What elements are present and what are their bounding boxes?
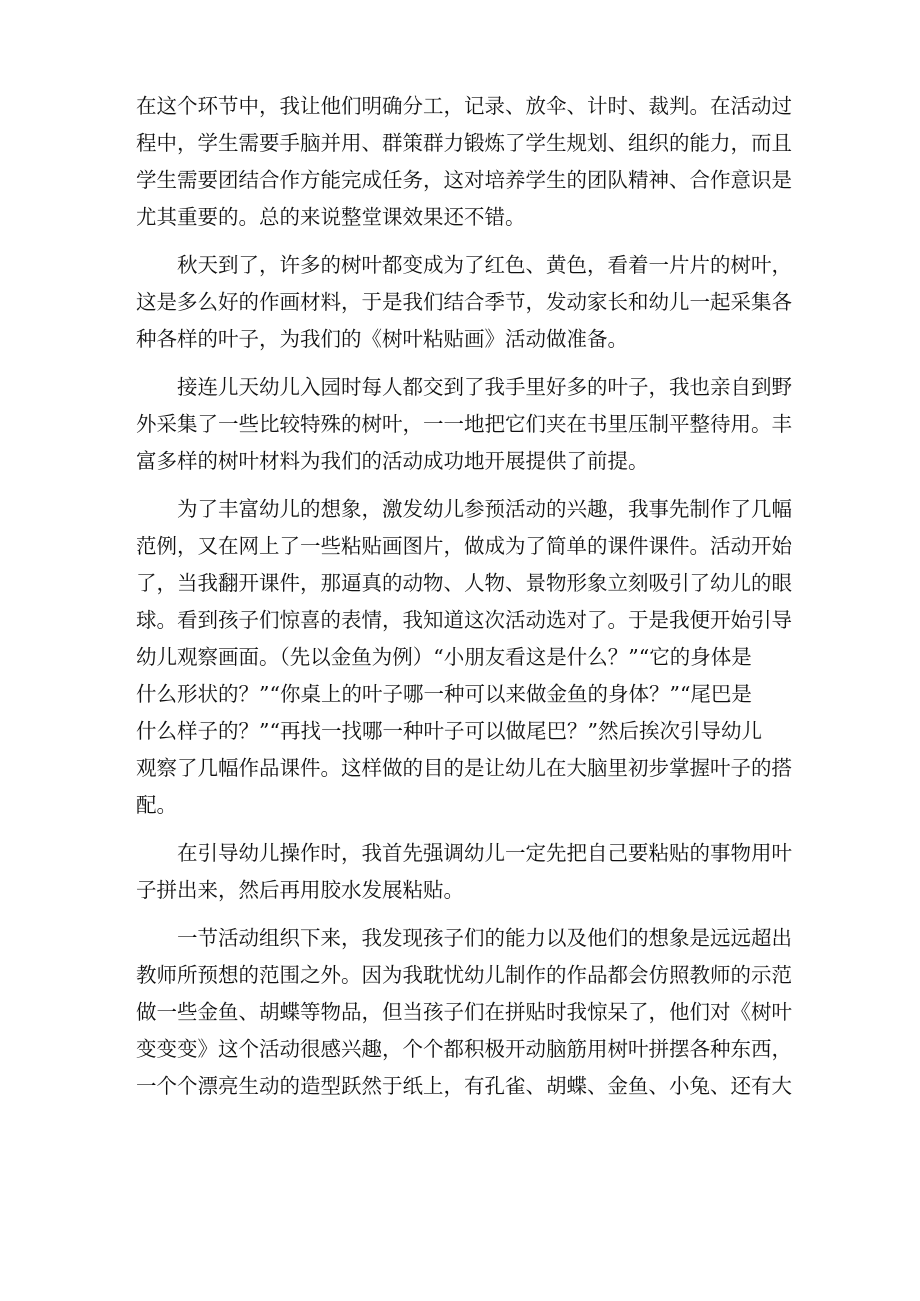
text-line: 程中，学生需要手脑并用、群策群力锻炼了学生规划、组织的能力，而且 (136, 131, 792, 155)
text-line: 接连儿天幼儿入园时每人都交到了我手里好多的叶子，我也亲自到野 (177, 375, 792, 399)
text-line: 在引导幼儿操作时，我首先强调幼儿一定先把自己要粘贴的事物用叶 (177, 841, 792, 865)
text-line: 配。 (136, 793, 177, 817)
paragraph (136, 835, 796, 909)
text-line: 种各样的叶子，为我们的《树叶粘贴画》活动做准备。 (136, 327, 628, 351)
text-line: 尤其重要的。总的来说整堂课效果还不错。 (136, 205, 526, 229)
text-line: 范例，又在网上了一些粘贴画图片，做成为了简单的课件课件。活动开始 (136, 534, 792, 558)
text-line: 球。看到孩子们惊喜的表情，我知道这次活动选对了。于是我便开始引导 (136, 608, 792, 632)
text-line: 一个个漂亮生动的造型跃然于纸上，有孔雀、胡蝶、金鱼、小兔、还有大 (136, 1074, 792, 1098)
text-line: 了，当我翻开课件，那逼真的动物、人物、景物形象立刻吸引了幼儿的眼 (136, 571, 792, 595)
text-line: 变变变》这个活动很感兴趣，个个都积极开动脑筋用树叶拼摆各种东西， (136, 1037, 792, 1061)
paragraph (136, 491, 796, 824)
text-line: 幼儿观察画面。（先以金鱼为例）“小朋友看这是什么？”“它的身体是 (136, 645, 752, 669)
text-line: 什么样子的？”“再找一找哪一种叶子可以做尾巴？”然后挨次引导幼儿 (136, 719, 762, 743)
text-line: 一节活动组织下来，我发现孩子们的能力以及他们的想象是远远超出 (177, 926, 792, 950)
text-line: 观察了几幅作品课件。这样做的目的是让幼儿在大脑里初步掌握叶子的搭 (136, 756, 792, 780)
paragraph (136, 88, 796, 236)
paragraph (136, 247, 796, 358)
text-line: 富多样的树叶材料为我们的活动成功地开展提供了前提。 (136, 449, 649, 473)
paragraph (136, 369, 796, 480)
document-body (136, 88, 796, 1105)
text-line: 什么形状的？”“你桌上的叶子哪一种可以来做金鱼的身体？”“尾巴是 (136, 682, 752, 706)
text-line: 学生需要团结合作方能完成任务，这对培养学生的团队精神、合作意识是 (136, 168, 792, 192)
text-line: 在这个环节中，我让他们明确分工，记录、放伞、计时、裁判。在活动过 (136, 94, 792, 118)
text-line: 教师所预想的范围之外。因为我耽忧幼儿制作的作品都会仿照教师的示范 (136, 963, 792, 987)
text-line: 做一些金鱼、胡蝶等物品，但当孩子们在拼贴时我惊呆了，他们对《树叶 (136, 1000, 792, 1024)
text-line: 这是多么好的作画材料，于是我们结合季节，发动家长和幼儿一起采集各 (136, 290, 792, 314)
text-line: 为了丰富幼儿的想象，激发幼儿参预活动的兴趣，我事先制作了几幅 (177, 497, 792, 521)
text-line: 外采集了一些比较特殊的树叶，一一地把它们夹在书里压制平整待用。丰 (136, 412, 792, 436)
text-line: 秋天到了，许多的树叶都变成为了红色、黄色，看着一片片的树叶， (177, 253, 792, 277)
paragraph (136, 920, 796, 1105)
text-line: 子拼出来，然后再用胶水发展粘贴。 (136, 878, 464, 902)
